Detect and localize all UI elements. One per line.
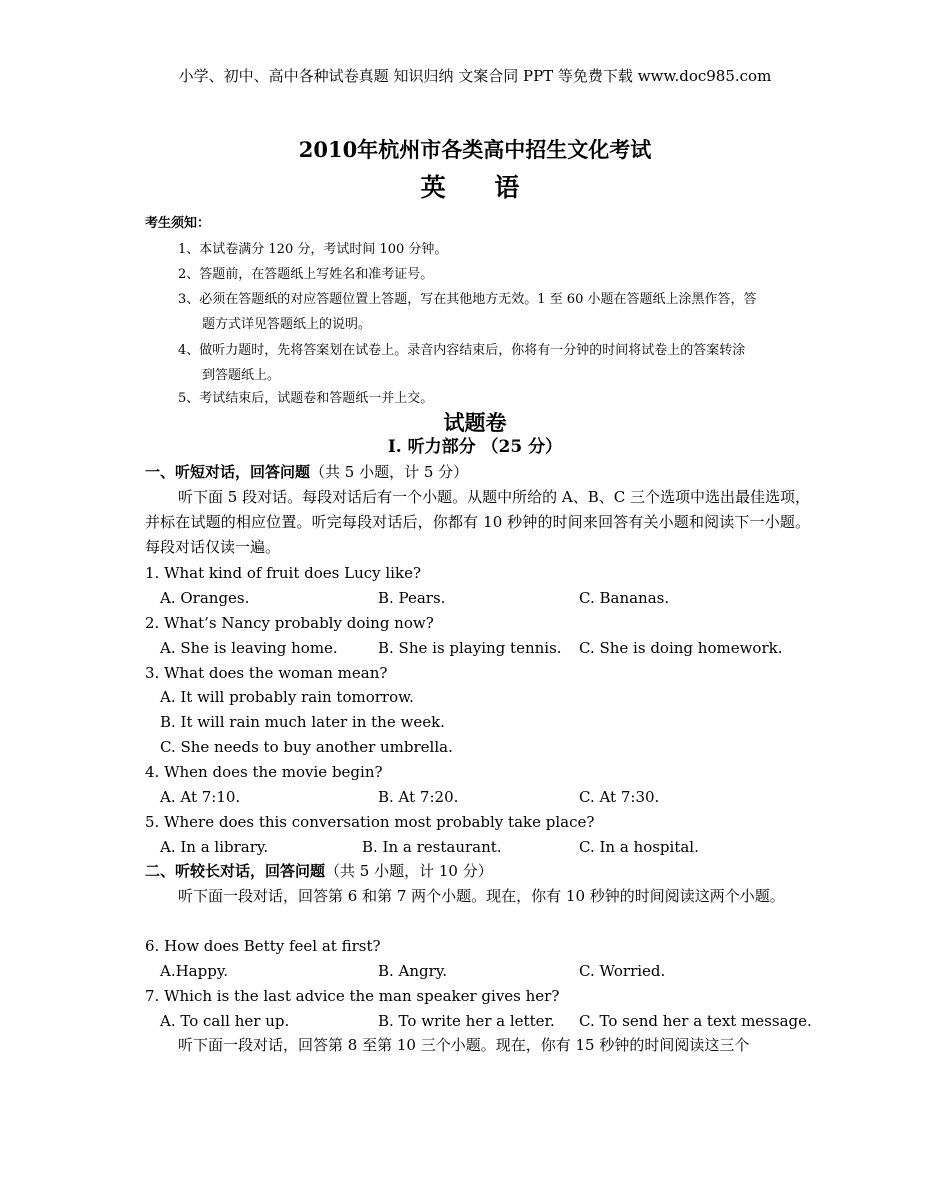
notice-item-text: 5、考试结束后，试题卷和答题纸一并上交。 — [178, 391, 434, 406]
notice-heading: 考生须知： — [145, 216, 211, 231]
question-5-option-c: C. In a hospital. — [579, 838, 699, 856]
question-6-option-a: A.Happy. — [160, 962, 229, 980]
section1-heading-line — [145, 462, 815, 482]
question-5-option-b: B. In a restaurant. — [362, 838, 502, 856]
notice-item-text: 1、本试卷满分 120 分，考试时间 100 分钟。 — [178, 242, 448, 257]
question-2-option-c: C. She is doing homework. — [579, 639, 783, 657]
question-4-option-a: A. At 7:10. — [160, 788, 241, 806]
question-5: 5. Where does this conversation most probably take place? — [145, 813, 595, 831]
notice-item-text: 3、必须在答题纸的对应答题位置上答题，写在其他地方无效。1 至 60 小题在答题纸上涂黑作答，答 — [178, 292, 757, 307]
notice-item-1 — [178, 237, 818, 262]
question-1-option-a: A. Oranges. — [160, 589, 250, 607]
exam-title: 2010年杭州市各类高中招生文化考试 — [298, 137, 652, 162]
question-7-option-a: A. To call her up. — [160, 1012, 290, 1030]
section1-heading: 一、听短对话，回答问题 — [145, 463, 311, 481]
question-6-option-b: B. Angry. — [378, 962, 448, 980]
question-3-option-b: B. It will rain much later in the week. — [160, 713, 445, 731]
section2-note: （共 5 小题，计 10 分） — [325, 862, 493, 880]
question-3-option-c: C. She needs to buy another umbrella. — [160, 738, 453, 756]
notice-item-text: 4、做听力题时，先将答案划在试卷上。录音内容结束后，你将有一分钟的时间将试卷上的答案转涂 — [178, 343, 746, 358]
question-7: 7. Which is the last advice the man speaker gives her? — [145, 987, 560, 1005]
question-6: 6. How does Betty feel at first? — [145, 937, 381, 955]
site-header: 小学、初中、高中各种试卷真题 知识归纳 文案合同 PPT 等免费下载 www.doc985.com — [178, 67, 772, 85]
notice-item-4 — [178, 338, 818, 388]
notice-item-5 — [178, 386, 818, 411]
question-1-option-c: C. Bananas. — [579, 589, 670, 607]
question-1: 1. What kind of fruit does Lucy like? — [145, 564, 421, 582]
question-7-option-b: B. To write her a letter. — [378, 1012, 555, 1030]
question-2-option-a: A. She is leaving home. — [160, 639, 338, 657]
question-2-option-b: B. She is playing tennis. — [378, 639, 562, 657]
section2-heading-line — [145, 861, 815, 881]
question-2: 2. What’s Nancy probably doing now? — [145, 614, 434, 632]
section2-instruction-2: 听下面一段对话，回答第 8 至第 10 三个小题。现在，你有 15 秒钟的时间阅读这三个 — [178, 1036, 750, 1054]
exam-subject: 英 语 — [420, 173, 540, 202]
notice-item-2 — [178, 262, 818, 287]
section1-instruction: 听下面 5 段对话。每段对话后有一个小题。从题中所给的 A、B、C 三个选项中选出最佳选项，并标在试题的相应位置。听完每段对话后，你都有 10 秒钟的时间来回答有关小题和阅读下一小题。每段对话仅读一遍。 — [145, 488, 810, 556]
notice-item-continuation: 到答题纸上。 — [202, 368, 281, 383]
section2-heading: 二、听较长对话，回答问题 — [145, 862, 326, 880]
question-5-option-a: A. In a library. — [160, 838, 269, 856]
notice-item-text: 2、答题前，在答题纸上写姓名和准考证号。 — [178, 267, 434, 282]
question-3: 3. What does the woman mean? — [145, 664, 388, 682]
question-4-option-b: B. At 7:20. — [378, 788, 459, 806]
section1-note: （共 5 小题，计 5 分） — [310, 463, 469, 481]
question-1-option-b: B. Pears. — [378, 589, 446, 607]
question-6-option-c: C. Worried. — [579, 962, 666, 980]
section2-instruction-1: 听下面一段对话，回答第 6 和第 7 两个小题。现在，你有 10 秒钟的时间阅读这两个小题。 — [178, 887, 785, 905]
part-title: I. 听力部分 （25 分） — [387, 437, 563, 457]
notice-item-3 — [178, 287, 818, 337]
question-7-option-c: C. To send her a text message. — [579, 1012, 812, 1030]
paper-title: 试题卷 — [443, 410, 507, 435]
question-4-option-c: C. At 7:30. — [579, 788, 660, 806]
question-3-option-a: A. It will probably rain tomorrow. — [160, 688, 414, 706]
notice-item-continuation: 题方式详见答题纸上的说明。 — [202, 317, 372, 332]
question-4: 4. When does the movie begin? — [145, 763, 383, 781]
